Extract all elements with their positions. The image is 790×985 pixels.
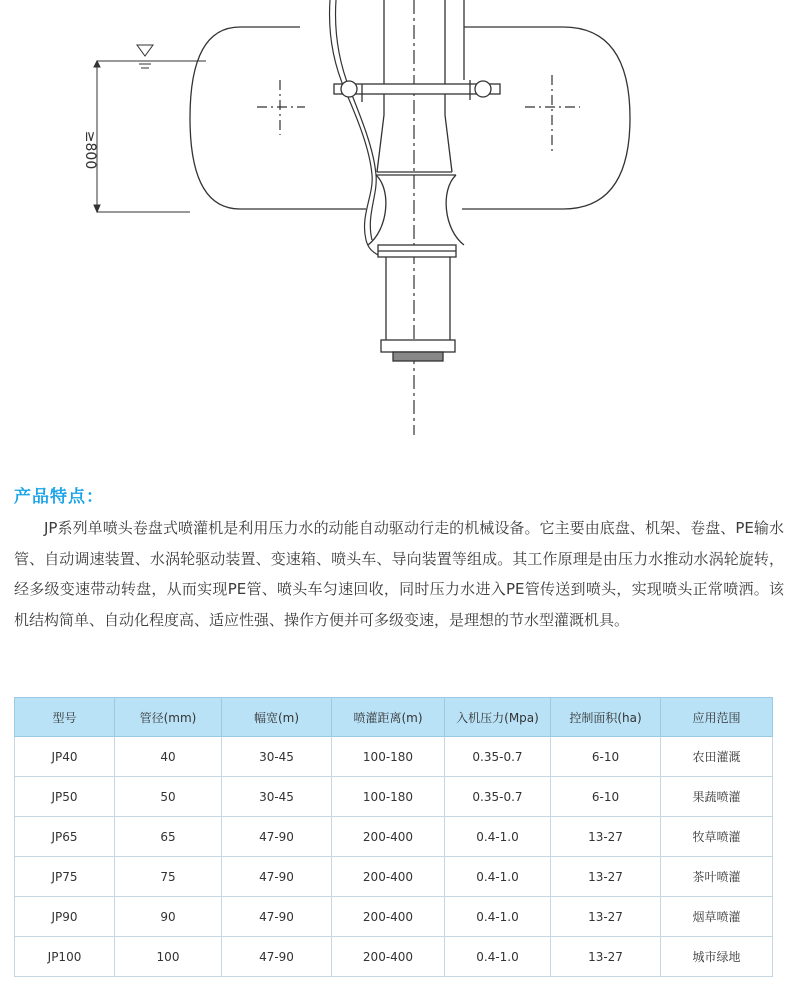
cell-distance: 200-400 <box>332 817 445 857</box>
cell-width: 47-90 <box>222 857 332 897</box>
table-row <box>15 937 773 977</box>
col-header-distance: 喷灌距离(m) <box>332 698 445 737</box>
right-float-outline <box>462 27 630 209</box>
table-row <box>15 777 773 817</box>
cell-application: 农田灌溉 <box>661 737 773 777</box>
cell-distance: 100-180 <box>332 737 445 777</box>
col-header-model: 型号 <box>15 698 115 737</box>
cell-area: 6-10 <box>551 777 661 817</box>
cell-distance: 200-400 <box>332 937 445 977</box>
col-header-pressure: 入机压力(Mpa) <box>445 698 551 737</box>
bottom-turbine <box>381 340 455 361</box>
cell-area: 13-27 <box>551 897 661 937</box>
cell-application: 茶叶喷灌 <box>661 857 773 897</box>
cell-application: 城市绿地 <box>661 937 773 977</box>
cell-model: JP90 <box>15 897 115 937</box>
water-level-symbol <box>137 45 153 68</box>
cell-width: 30-45 <box>222 737 332 777</box>
cell-area: 13-27 <box>551 857 661 897</box>
cell-width: 47-90 <box>222 817 332 857</box>
cell-pressure: 0.4-1.0 <box>445 857 551 897</box>
cell-model: JP100 <box>15 937 115 977</box>
cell-diameter: 50 <box>115 777 222 817</box>
cell-model: JP40 <box>15 737 115 777</box>
features-description: JP系列单喷头卷盘式喷灌机是利用压力水的动能自动驱动行走的机械设备。它主要由底盘、机架、卷盘、PE输水管、自动调速装置、水涡轮驱动装置、变速箱、喷头车、导向装置等组成。其工作原理是由压力水推动水涡轮旋转，经多级变速带动转盘，从而实现PE管、喷头车匀速回收，同时压力水进入PE管传送到喷头，实现喷头正常喷洒。该机结构简单、自动化程度高、适应性强、操作方便并可多级变速，是理想的节水型灌溉机具。 <box>14 519 784 629</box>
machine-schematic-drawing <box>0 0 790 440</box>
upper-pipe <box>384 0 464 92</box>
table-row <box>15 857 773 897</box>
cell-pressure: 0.35-0.7 <box>445 737 551 777</box>
cell-area: 6-10 <box>551 737 661 777</box>
col-header-area: 控制面积(ha) <box>551 698 661 737</box>
table-header-row <box>15 698 773 737</box>
cell-pressure: 0.4-1.0 <box>445 897 551 937</box>
collar <box>378 245 456 257</box>
cell-pressure: 0.4-1.0 <box>445 817 551 857</box>
cell-area: 13-27 <box>551 937 661 977</box>
cell-application: 果蔬喷灌 <box>661 777 773 817</box>
cell-pressure: 0.4-1.0 <box>445 937 551 977</box>
cell-area: 13-27 <box>551 817 661 857</box>
depth-dimension <box>94 61 190 212</box>
cell-diameter: 75 <box>115 857 222 897</box>
cell-diameter: 90 <box>115 897 222 937</box>
table-row <box>15 897 773 937</box>
cell-application: 烟草喷灌 <box>661 897 773 937</box>
flared-coupling <box>368 175 464 245</box>
clamp-bar <box>334 80 500 102</box>
depth-dimension-label: ≥800 <box>82 130 98 170</box>
cell-width: 30-45 <box>222 777 332 817</box>
col-header-application: 应用范围 <box>661 698 773 737</box>
cell-pressure: 0.35-0.7 <box>445 777 551 817</box>
col-header-width: 幅宽(m) <box>222 698 332 737</box>
cell-distance: 200-400 <box>332 897 445 937</box>
cell-diameter: 40 <box>115 737 222 777</box>
cell-diameter: 100 <box>115 937 222 977</box>
cell-model: JP75 <box>15 857 115 897</box>
table-row <box>15 737 773 777</box>
spec-table <box>14 697 773 977</box>
cell-model: JP65 <box>15 817 115 857</box>
cell-distance: 200-400 <box>332 857 445 897</box>
cell-model: JP50 <box>15 777 115 817</box>
cell-distance: 100-180 <box>332 777 445 817</box>
cell-application: 牧草喷灌 <box>661 817 773 857</box>
lower-pipe <box>386 257 450 340</box>
cell-width: 47-90 <box>222 897 332 937</box>
features-title: 产品特点： <box>14 487 104 507</box>
cell-width: 47-90 <box>222 937 332 977</box>
col-header-diameter: 管径(mm) <box>115 698 222 737</box>
table-row <box>15 817 773 857</box>
cell-diameter: 65 <box>115 817 222 857</box>
